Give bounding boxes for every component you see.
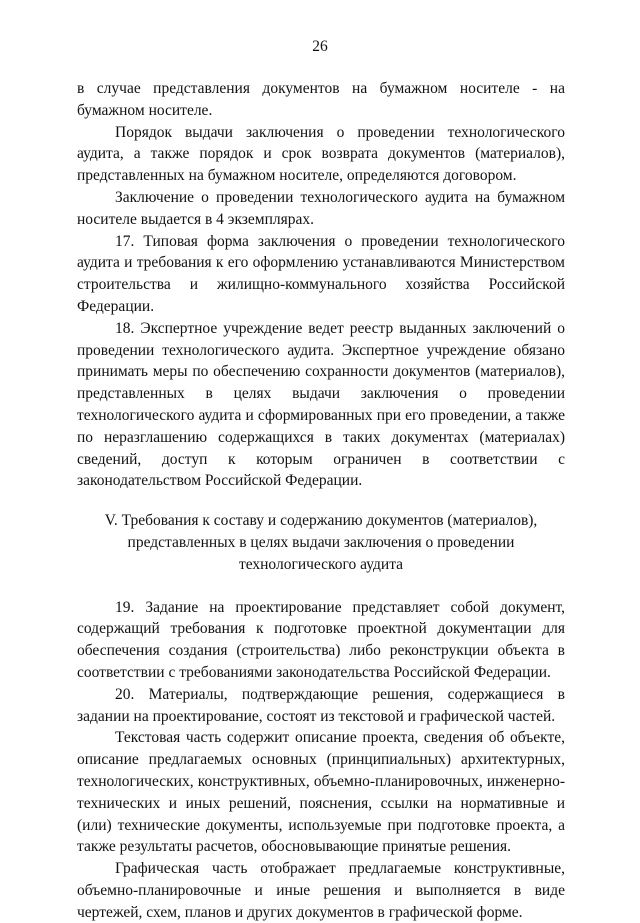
section-heading (77, 510, 565, 575)
section-heading-line: представленных в целях выдачи заключения о проведении (127, 533, 515, 551)
paragraph-issuance-order: Порядок выдачи заключения о проведении технологического аудита, а также порядок и срок возврата документов (материалов), представленных на бумажном носителе, определяются договором. (77, 123, 565, 185)
paragraph-19: 19. Задание на проектирование представляет собой документ, содержащий требования к подготовке проектной документации для обеспечения создания (строительства) либо реконструкции объекта в соответствии с требованиями законодательства Российской Федерации. (77, 598, 565, 681)
paragraph-20: 20. Материалы, подтверждающие решения, содержащиеся в задании на проектирование, состоят из текстовой и графической частей. (77, 685, 565, 725)
paragraph-continuation: в случае представления документов на бумажном носителе - на бумажном носителе. (77, 80, 565, 119)
section-heading-line: технологического аудита (238, 555, 404, 573)
page-number: 26 (312, 38, 328, 55)
paragraph-copies: Заключение о проведении технологического аудита на бумажном носителе выдается в 4 экземплярах. (77, 188, 565, 228)
section-body (77, 597, 565, 923)
section-heading-line: V. Требования к составу и содержанию документов (материалов), (104, 512, 538, 530)
page-content (77, 78, 565, 923)
paragraph-17: 17. Типовая форма заключения о проведении технологического аудита и требования к его оформлению устанавливаются Министерством строительства и жилищно-коммунального хозяйства Российской Федерации. (77, 232, 565, 315)
paragraph-graphic-part: Графическая часть отображает предлагаемые конструктивные, объемно-планировочные и иные решения и выполняется в виде чертежей, схем, планов и других документов в графической форме. (77, 860, 565, 921)
paragraph-18: 18. Экспертное учреждение ведет реестр выданных заключений о проведении технологического аудита. Экспертное учреждение обязано принимать меры по обеспечению сохранности документов (материалов), представленных в целях выдачи заключения о проведении технологического аудита и сформированных при его проведении, а также по неразглашению содержащихся в таких документах (материалах) сведений, доступ к которым ограничен в соответствии с законодательством Российской Федерации. (77, 319, 565, 490)
paragraph-text-part: Текстовая часть содержит описание проекта, сведения об объекте, описание предлагаемых основных (принципиальных) архитектурных, технологических, конструктивных, объемно-планировочных, инженерно-технических и иных решений, пояснения, ссылки на нормативные и (или) технические документы, используемые при подготовке проекта, а также результаты расчетов, обосновывающие принятые решения. (77, 729, 565, 856)
